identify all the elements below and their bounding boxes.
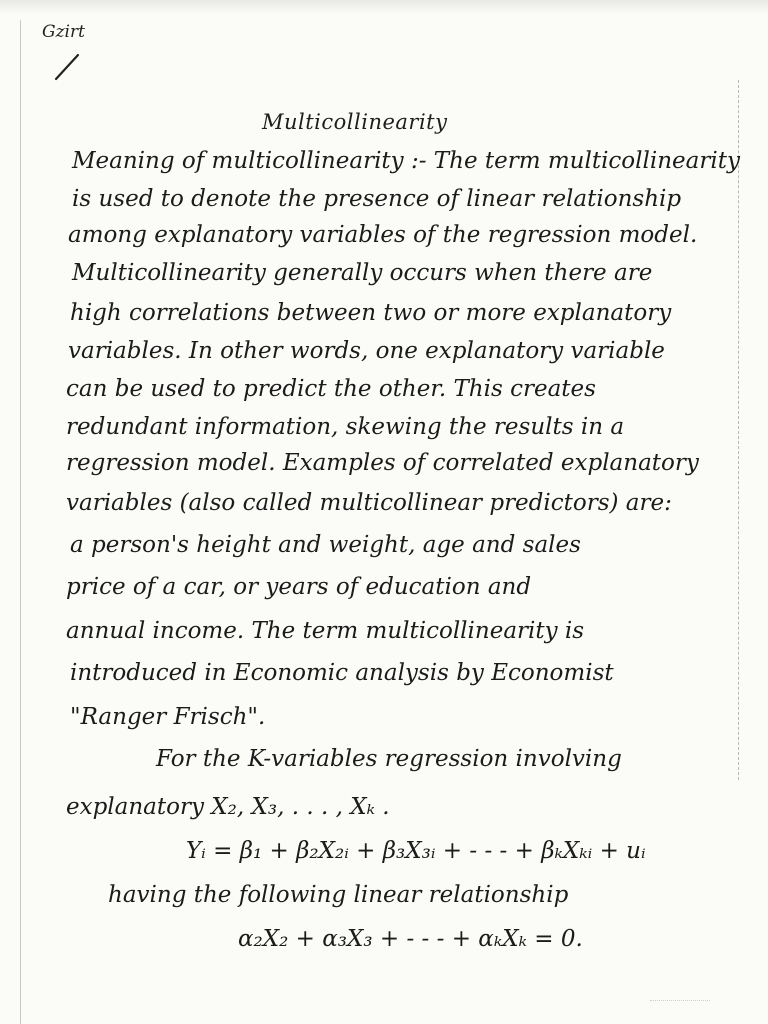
corner-note: Gzirt <box>42 22 85 42</box>
text-line: redundant information, skewing the results in a <box>66 414 625 440</box>
text-line: can be used to predict the other. This creates <box>66 376 596 402</box>
text-line: having the following linear relationship <box>108 882 569 908</box>
text-line: among explanatory variables of the regression model. <box>68 222 698 248</box>
text-line: price of a car, or years of education and <box>66 574 532 600</box>
text-line: high correlations between two or more explanatory <box>70 300 672 326</box>
text-line: For the K-variables regression involving <box>156 746 622 772</box>
text-line: variables (also called multicollinear predictors) are: <box>66 490 672 516</box>
right-edge-dashes <box>738 80 740 780</box>
text-line: is used to denote the presence of linear relationship <box>72 186 682 212</box>
text-line: introduced in Economic analysis by Economist <box>70 660 614 686</box>
corner-slash-mark <box>52 52 82 82</box>
paper-smudge <box>650 990 710 1001</box>
text-line: Meaning of multicollinearity :- The term multicollinearity <box>72 148 740 174</box>
text-line: "Ranger Frisch". <box>70 704 266 730</box>
paper-edge <box>0 0 768 14</box>
text-line: explanatory X₂, X₃, . . . , Xₖ . <box>66 794 390 820</box>
text-line: Multicollinearity generally occurs when there are <box>72 260 653 286</box>
text-line: variables. In other words, one explanatory variable <box>68 338 665 364</box>
regression-equation: Yᵢ = β₁ + β₂X₂ᵢ + β₃X₃ᵢ + - - - + βₖXₖᵢ + uᵢ <box>186 838 646 864</box>
linear-relationship-equation: α₂X₂ + α₃X₃ + - - - + αₖXₖ = 0. <box>238 926 583 952</box>
text-line: a person's height and weight, age and sales <box>70 532 581 558</box>
text-line: regression model. Examples of correlated explanatory <box>66 450 699 476</box>
page-title: Multicollinearity <box>262 110 448 134</box>
margin-line <box>20 20 21 1024</box>
text-line: annual income. The term multicollinearity is <box>66 618 585 644</box>
